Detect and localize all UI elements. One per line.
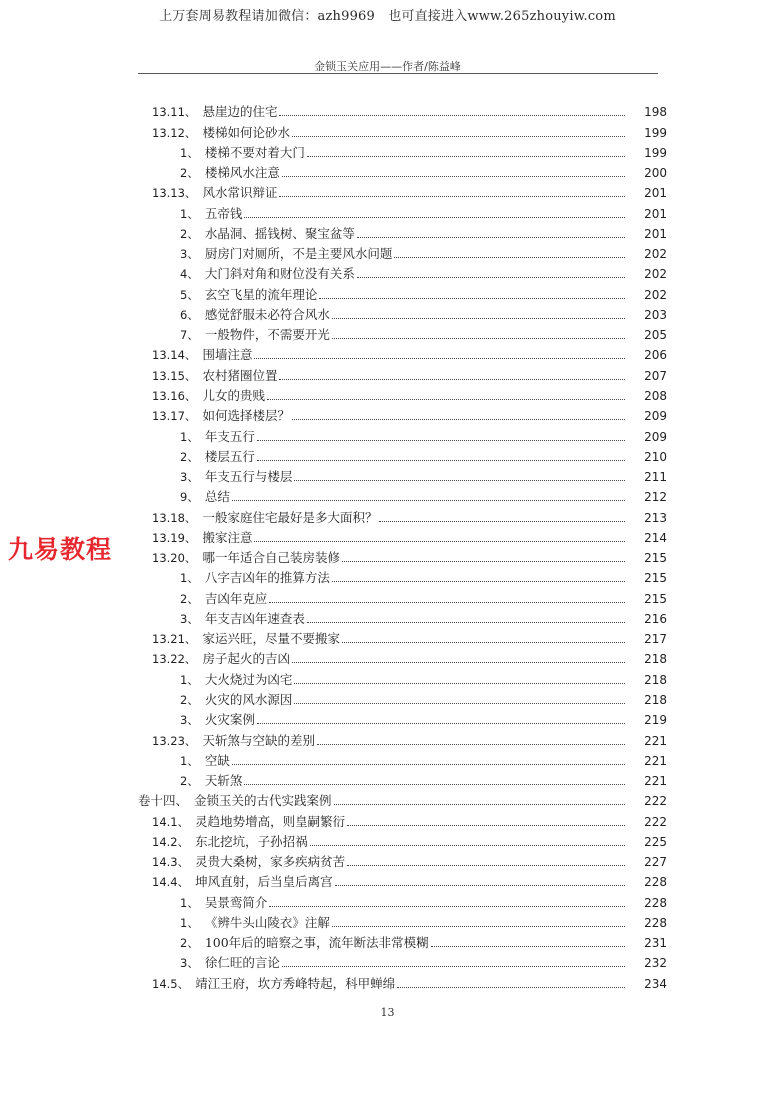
toc-entry[interactable]: [0, 342, 775, 362]
toc-entry[interactable]: [0, 829, 775, 849]
toc-entry[interactable]: [0, 200, 775, 220]
toc-entry[interactable]: [0, 140, 775, 160]
toc-entry-number: 13.19、: [152, 530, 197, 545]
toc-entry-page: 214: [644, 530, 667, 545]
toc-entry-page: 200: [644, 166, 667, 181]
toc-entry-number: 9、: [180, 490, 199, 505]
toc-entry-number: 1、: [180, 429, 199, 444]
toc-entry-page: 217: [644, 632, 667, 647]
toc-leader-dots: [269, 906, 625, 907]
toc-entry-number: 7、: [180, 328, 199, 343]
toc-entry-page: 222: [644, 794, 667, 809]
toc-entry[interactable]: [0, 565, 775, 585]
toc-entry[interactable]: [0, 748, 775, 768]
toc-leader-dots: [294, 683, 625, 684]
toc-entry-page: 232: [644, 956, 667, 971]
toc-entry[interactable]: [0, 687, 775, 707]
toc-entry-number: 5、: [180, 287, 199, 302]
toc-leader-dots: [292, 136, 625, 137]
toc-leader-dots: [232, 764, 625, 765]
toc-entry-number: 1、: [180, 753, 199, 768]
toc-entry-page: 202: [644, 267, 667, 282]
toc-entry-page: 207: [644, 368, 667, 383]
toc-entry-title: 总结: [204, 489, 230, 505]
toc-entry-number: 1、: [180, 672, 199, 687]
toc-entry-page: 222: [644, 814, 667, 829]
toc-entry-page: 215: [644, 571, 667, 586]
toc-entry-title: 徐仁旺的言论: [204, 955, 280, 971]
toc-entry-title: 火灾的风水源因: [204, 691, 293, 707]
toc-entry[interactable]: [0, 950, 775, 970]
toc-entry[interactable]: [0, 484, 775, 504]
toc-entry-page: 209: [644, 409, 667, 424]
toc-entry[interactable]: [0, 362, 775, 382]
toc-entry-title: 年支五行与楼层: [204, 469, 293, 485]
toc-leader-dots: [342, 642, 625, 643]
toc-entry[interactable]: [0, 525, 775, 545]
toc-entry[interactable]: [0, 707, 775, 727]
toc-entry-page: 201: [644, 186, 667, 201]
toc-entry-title: 房子起火的吉凶: [202, 651, 290, 667]
toc-entry-title: 感觉舒服未必符合风水: [204, 306, 330, 322]
toc-entry-number: 1、: [180, 206, 199, 221]
toc-entry-page: 211: [644, 470, 667, 485]
toc-entry-title: 空缺: [204, 752, 230, 768]
toc-entry-page: 221: [644, 774, 667, 789]
toc-entry-title: 楼梯风水注意: [204, 165, 280, 181]
toc-leader-dots: [254, 541, 625, 542]
toc-entry-page: 201: [644, 206, 667, 221]
toc-entry[interactable]: [0, 930, 775, 950]
toc-entry-page: 228: [644, 895, 667, 910]
toc-entry-number: 3、: [180, 611, 199, 626]
toc-entry[interactable]: [0, 119, 775, 139]
toc-leader-dots: [294, 703, 625, 704]
toc-entry[interactable]: [0, 322, 775, 342]
toc-entry-number: 14.2、: [152, 834, 190, 849]
toc-entry-number: 1、: [180, 915, 199, 930]
toc-entry-number: 4、: [180, 267, 199, 282]
toc-leader-dots: [294, 480, 625, 481]
toc-entry-page: 218: [644, 692, 667, 707]
toc-entry-title: 灵趋地势增高，则皇嗣繁衍: [195, 813, 346, 829]
toc-entry-title: 东北挖坑，子孙招祸: [195, 833, 308, 849]
toc-leader-dots: [332, 338, 625, 339]
toc-leader-dots: [282, 966, 625, 967]
toc-entry-number: 6、: [180, 307, 199, 322]
toc-entry-number: 13.17、: [152, 409, 197, 424]
toc-entry-number: 13.20、: [152, 551, 197, 566]
toc-entry-page: 212: [644, 490, 667, 505]
toc-entry-page: 199: [644, 125, 667, 140]
toc-entry-title: 年支吉凶年速查表: [204, 610, 305, 626]
toc-leader-dots: [332, 318, 625, 319]
toc-entry-page: 219: [644, 713, 667, 728]
toc-entry-title: 农村猪圈位置: [202, 367, 278, 383]
toc-leader-dots: [244, 784, 625, 785]
toc-entry-number: 2、: [180, 591, 199, 606]
toc-entry[interactable]: [0, 160, 775, 180]
toc-entry-page: 206: [644, 348, 667, 363]
watermark-logo: 九易教程: [8, 535, 113, 564]
toc-leader-dots: [332, 926, 625, 927]
toc-entry-title: 水晶洞、摇钱树、聚宝盆等: [204, 225, 355, 241]
toc-entry-title: 《辨牛头山陵衣》注解: [204, 914, 330, 930]
toc-entry[interactable]: [0, 464, 775, 484]
toc-entry-title: 围墙注意: [202, 347, 253, 363]
toc-entry-number: 1、: [180, 895, 199, 910]
toc-entry-page: 218: [644, 652, 667, 667]
header-rule: [138, 73, 658, 74]
toc-leader-dots: [282, 176, 625, 177]
toc-entry-number: 13.22、: [152, 652, 197, 667]
toc-entry-title: 楼梯如何论砂水: [202, 124, 290, 140]
toc-entry-title: 搬家注意: [202, 529, 253, 545]
toc-entry-page: 228: [644, 875, 667, 890]
toc-entry[interactable]: [0, 383, 775, 403]
toc-entry[interactable]: [0, 302, 775, 322]
toc-entry-number: 13.23、: [152, 733, 197, 748]
toc-entry-page: 209: [644, 429, 667, 444]
toc-entry-title: 一般家庭住宅最好是多大面积？: [202, 509, 378, 525]
toc-entry-title: 哪一年适合自己装房装修: [202, 550, 340, 566]
toc-entry-title: 天斩煞: [204, 773, 243, 789]
toc-entry-title: 一般物件，不需要开光: [204, 327, 330, 343]
toc-entry-number: 14.3、: [152, 855, 190, 870]
toc-entry[interactable]: [0, 403, 775, 423]
toc-entry-page: 199: [644, 145, 667, 160]
toc-entry-page: 201: [644, 226, 667, 241]
toc-entry-title: 风水常识辩证: [202, 185, 278, 201]
toc-leader-dots: [347, 865, 625, 866]
toc-entry-title: 大门斜对角和财位没有关系: [204, 266, 355, 282]
toc-leader-dots: [267, 399, 625, 400]
toc-leader-dots: [269, 602, 625, 603]
toc-entry-number: 2、: [180, 226, 199, 241]
toc-leader-dots: [397, 987, 625, 988]
toc-entry-page: 198: [644, 105, 667, 120]
toc-entry-page: 216: [644, 611, 667, 626]
top-banner: 上万套周易教程请加微信：azh9969 也可直接进入www.265zhouyiw.com: [159, 9, 616, 24]
toc-entry-title: 年支五行: [204, 428, 255, 444]
toc-entry-title: 火灾案例: [204, 712, 255, 728]
toc-leader-dots: [279, 196, 625, 197]
toc-leader-dots: [335, 885, 625, 886]
toc-entry-number: 卷十四、: [138, 793, 189, 809]
toc-entry[interactable]: [0, 444, 775, 464]
toc-entry-title: 玄空飞星的流年理论: [204, 286, 318, 302]
toc-entry[interactable]: [0, 545, 775, 565]
toc-entry-number: 2、: [180, 166, 199, 181]
toc-leader-dots: [307, 622, 625, 623]
toc-entry-title: 金锁玉关的古代实践案例: [194, 793, 332, 809]
toc-entry-title: 吉凶年克应: [204, 590, 268, 606]
toc-entry-page: 202: [644, 247, 667, 262]
toc-entry-number: 13.16、: [152, 388, 197, 403]
toc-leader-dots: [254, 358, 625, 359]
toc-entry-title: 楼层五行: [204, 448, 255, 464]
toc-leader-dots: [292, 662, 625, 663]
toc-entry-page: 227: [644, 855, 667, 870]
toc-entry-title: 家运兴旺，尽量不要搬家: [202, 631, 340, 647]
toc-entry[interactable]: [0, 869, 775, 889]
toc-entry[interactable]: [0, 585, 775, 605]
toc-leader-dots: [342, 561, 625, 562]
toc-entry-number: 13.15、: [152, 368, 197, 383]
toc-entry-number: 13.18、: [152, 510, 197, 525]
toc-entry-title: 悬崖边的住宅: [202, 104, 278, 120]
toc-entry[interactable]: [0, 221, 775, 241]
toc-entry[interactable]: [0, 910, 775, 930]
toc-entry-number: 2、: [180, 449, 199, 464]
toc-entry-page: 215: [644, 591, 667, 606]
toc-entry-title: 灵贵大桑树，家多疾病贫苦: [195, 854, 346, 870]
toc-leader-dots: [257, 440, 625, 441]
toc-entry-title: 100年后的暗察之事，流年断法非常模糊: [204, 935, 429, 951]
document-header: 金锁玉关应用——作者/陈益峰: [314, 60, 461, 73]
toc-leader-dots: [232, 500, 625, 501]
toc-entry[interactable]: [0, 606, 775, 626]
toc-entry-page: 205: [644, 328, 667, 343]
toc-entry-number: 2、: [180, 774, 199, 789]
toc-leader-dots: [257, 460, 625, 461]
toc-entry[interactable]: [0, 241, 775, 261]
toc-entry-page: 228: [644, 915, 667, 930]
toc-entry-title: 楼梯不要对着大门: [204, 144, 305, 160]
toc-leader-dots: [279, 379, 625, 380]
toc-entry-number: 13.12、: [152, 125, 197, 140]
toc-entry-number: 14.5、: [152, 976, 190, 991]
toc-entry-page: 202: [644, 287, 667, 302]
toc-entry-page: 210: [644, 449, 667, 464]
toc-entry-number: 1、: [180, 571, 199, 586]
toc-entry[interactable]: [0, 180, 775, 200]
toc-entry-number: 13.11、: [152, 105, 197, 120]
toc-entry-title: 吴景鸾简介: [204, 894, 268, 910]
toc-entry-number: 13.14、: [152, 348, 197, 363]
toc-entry-title: 大火烧过为凶宅: [204, 671, 293, 687]
toc-entry-page: 203: [644, 307, 667, 322]
toc-entry-title: 坤风直射，后当皇后离宫: [195, 874, 333, 890]
toc-leader-dots: [357, 277, 625, 278]
toc-entry-number: 3、: [180, 470, 199, 485]
toc-leader-dots: [357, 237, 625, 238]
toc-entry-number: 2、: [180, 692, 199, 707]
toc-entry[interactable]: [0, 504, 775, 524]
toc-entry-number: 1、: [180, 145, 199, 160]
toc-leader-dots: [257, 723, 625, 724]
toc-entry-page: 213: [644, 510, 667, 525]
toc-entry-page: 225: [644, 834, 667, 849]
toc-leader-dots: [431, 946, 625, 947]
toc-entry[interactable]: [0, 99, 775, 119]
page-number: 13: [380, 1006, 395, 1019]
toc-entry-number: 3、: [180, 956, 199, 971]
toc-entry[interactable]: [0, 970, 775, 990]
toc-leader-dots: [394, 257, 625, 258]
toc-entry-page: 208: [644, 388, 667, 403]
toc-leader-dots: [347, 825, 625, 826]
toc-leader-dots: [332, 581, 625, 582]
toc-entry-number: 13.13、: [152, 186, 197, 201]
toc-entry-title: 厨房门对厕所，不是主要风水问题: [204, 246, 393, 262]
toc-entry[interactable]: [0, 666, 775, 686]
toc-entry-title: 五帝钱: [204, 205, 243, 221]
toc-entry-title: 八字吉凶年的推算方法: [204, 570, 330, 586]
toc-entry[interactable]: [0, 768, 775, 788]
toc-entry[interactable]: [0, 849, 775, 869]
toc-entry-number: 2、: [180, 936, 199, 951]
toc-entry-page: 231: [644, 936, 667, 951]
toc-entry-page: 215: [644, 551, 667, 566]
toc-entry-page: 221: [644, 733, 667, 748]
toc-leader-dots: [310, 845, 625, 846]
toc-entry[interactable]: [0, 788, 775, 808]
toc-entry[interactable]: [0, 646, 775, 666]
toc-leader-dots: [307, 156, 625, 157]
toc-entry[interactable]: [0, 281, 775, 301]
toc-leader-dots: [319, 298, 625, 299]
toc-entry-title: 靖江王府，坎方秀峰特起，科甲蝉绵: [195, 975, 396, 991]
toc-leader-dots: [379, 521, 625, 522]
toc-entry-number: 14.4、: [152, 875, 190, 890]
toc-entry-page: 234: [644, 976, 667, 991]
toc-entry[interactable]: [0, 808, 775, 828]
toc-entry-title: 天斩煞与空缺的差别: [202, 732, 315, 748]
toc-entry[interactable]: [0, 423, 775, 443]
toc-leader-dots: [292, 419, 625, 420]
table-of-contents: [0, 99, 775, 991]
toc-entry[interactable]: [0, 626, 775, 646]
toc-leader-dots: [244, 217, 625, 218]
toc-entry[interactable]: [0, 261, 775, 281]
toc-entry-number: 3、: [180, 247, 199, 262]
toc-leader-dots: [279, 115, 625, 116]
toc-entry[interactable]: [0, 889, 775, 909]
toc-entry-page: 221: [644, 753, 667, 768]
toc-leader-dots: [317, 744, 625, 745]
toc-leader-dots: [334, 804, 625, 805]
toc-entry-number: 14.1、: [152, 814, 190, 829]
toc-entry-number: 13.21、: [152, 632, 197, 647]
toc-entry[interactable]: [0, 727, 775, 747]
toc-entry-page: 218: [644, 672, 667, 687]
toc-entry-title: 如何选择楼层？: [202, 408, 290, 424]
toc-entry-title: 儿女的贵贱: [202, 387, 265, 403]
toc-entry-number: 3、: [180, 713, 199, 728]
